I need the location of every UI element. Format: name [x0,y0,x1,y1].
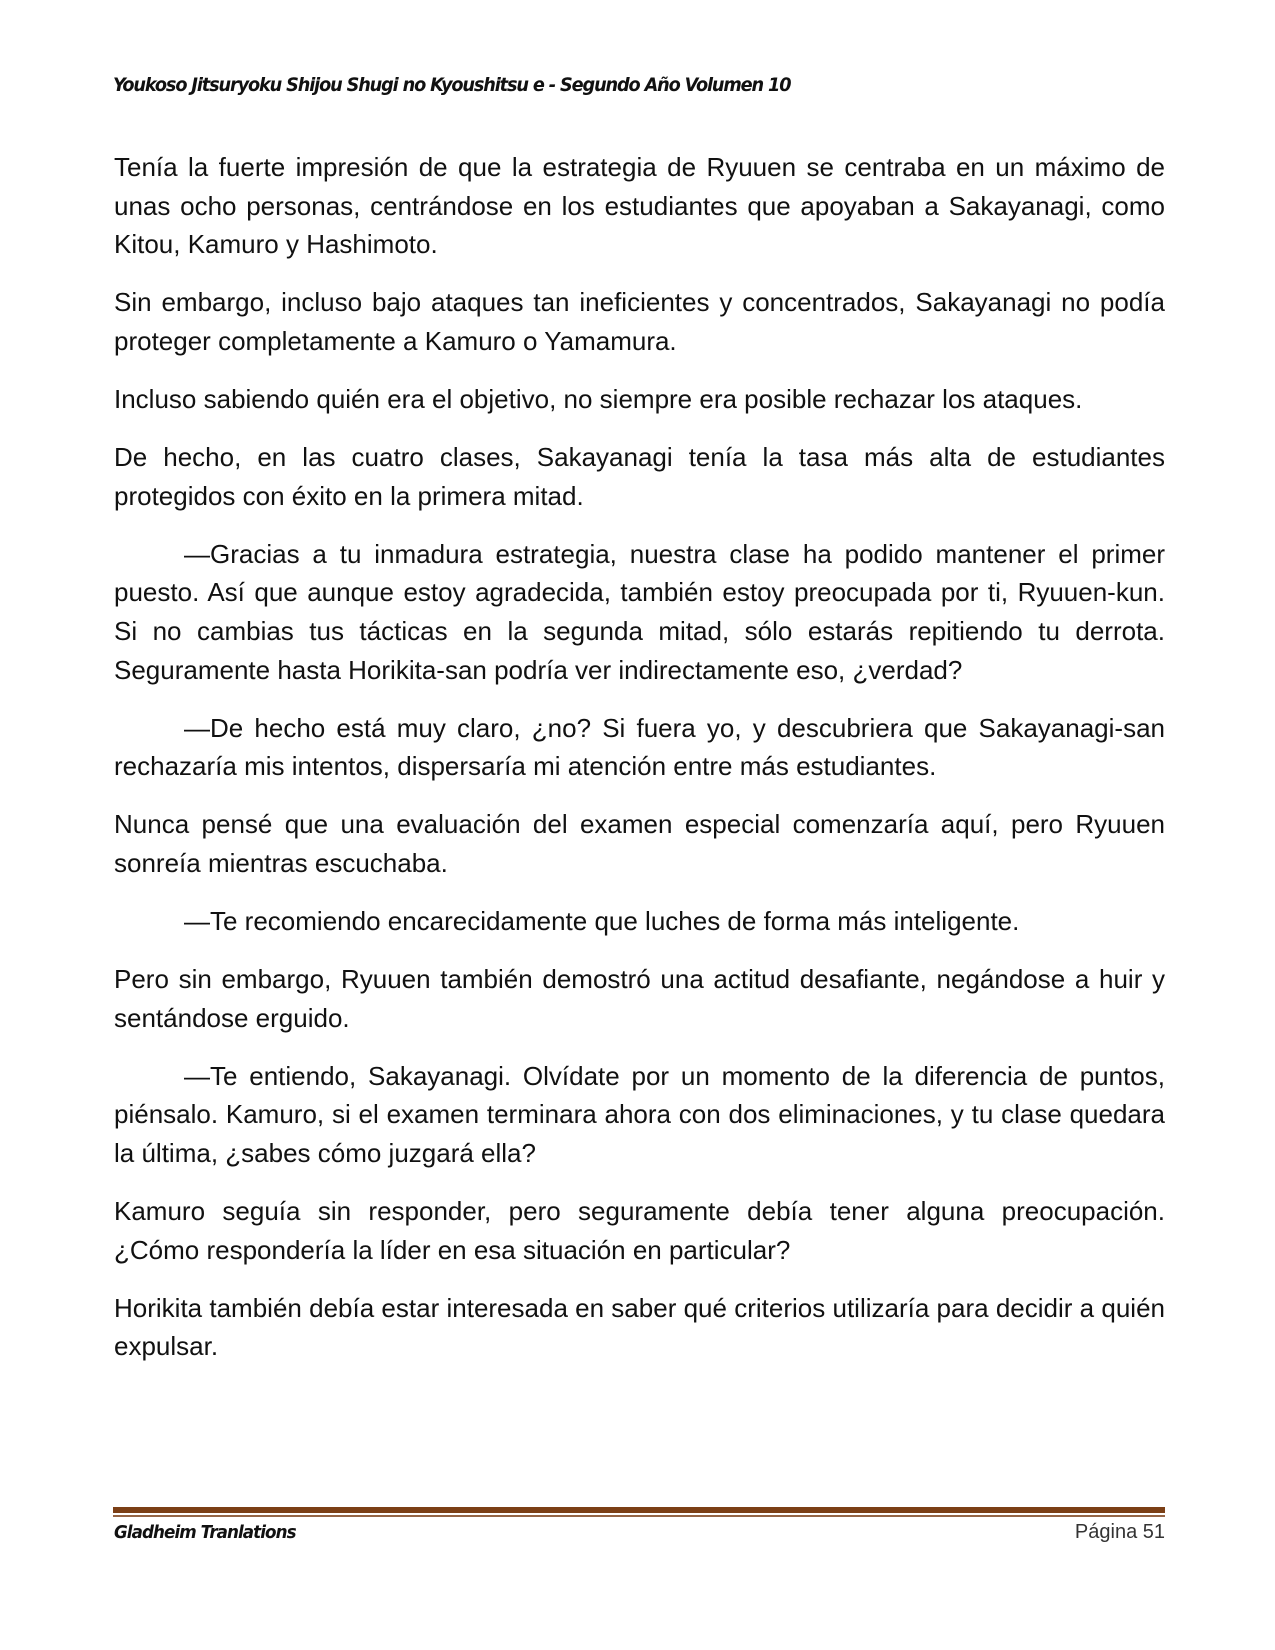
paragraph: De hecho, en las cuatro clases, Sakayanagi tenía la tasa más alta de estudiantes protegidos con éxito en la primera mitad. [114,442,1165,511]
running-header: Youkoso Jitsuryoku Shijou Shugi no Kyoushitsu e - Segundo Año Volumen 10 [113,74,791,96]
body-text [114,148,1165,1385]
paragraph: Pero sin embargo, Ryuuen también demostró una actitud desafiante, negándose a huir y sentándose erguido. [114,964,1165,1033]
dialogue-paragraph: —De hecho está muy claro, ¿no? Si fuera yo, y descubriera que Sakayanagi-san rechazaría mis intentos, dispersaría mi atención entre más estudiantes. [114,712,1165,782]
paragraph: Kamuro seguía sin responder, pero seguramente debía tener alguna preocupación. ¿Cómo respondería la líder en esa situación en particular? [114,1196,1165,1265]
page-number: Página 51 [1074,1521,1165,1543]
footer-rule-thick [113,1507,1165,1513]
paragraph: Nunca pensé que una evaluación del examen especial comenzaría aquí, pero Ryuuen sonreía mientras escuchaba. [114,809,1165,878]
footer-rule-thin [113,1515,1165,1517]
dialogue-paragraph: —Gracias a tu inmadura estrategia, nuestra clase ha podido mantener el primer puesto. Así que aunque estoy agradecida, también estoy preocupada por ti, Ryuuen-kun. Si no cambias tus tácticas en la segunda mitad, sólo estarás repitiendo tu derrota. Seguramente hasta Horikita-san podría ver indirectamente eso, ¿verdad? [114,538,1165,685]
footer-credit: Gladheim Tranlations [114,1522,296,1543]
dialogue-paragraph: —Te recomiendo encarecidamente que luches de forma más inteligente. [184,906,1020,936]
paragraph: Sin embargo, incluso bajo ataques tan ineficientes y concentrados, Sakayanagi no podía proteger completamente a Kamuro o Yamamura. [114,287,1165,356]
paragraph: Tenía la fuerte impresión de que la estrategia de Ryuuen se centraba en un máximo de unas ocho personas, centrándose en los estudiantes que apoyaban a Sakayanagi, como Kitou, Kamuro y Hashimoto. [114,152,1165,260]
dialogue-paragraph: —Te entiendo, Sakayanagi. Olvídate por un momento de la diferencia de puntos, piénsalo. Kamuro, si el examen terminara ahora con dos eliminaciones, y tu clase quedara la última, ¿sabes cómo juzgará ella? [114,1060,1165,1168]
paragraph: Incluso sabiendo quién era el objetivo, no siempre era posible rechazar los ataques. [114,383,1083,414]
paragraph: Horikita también debía estar interesada en saber qué criterios utilizaría para decidir a quién expulsar. [114,1292,1165,1362]
footer-rule [113,1507,1165,1517]
